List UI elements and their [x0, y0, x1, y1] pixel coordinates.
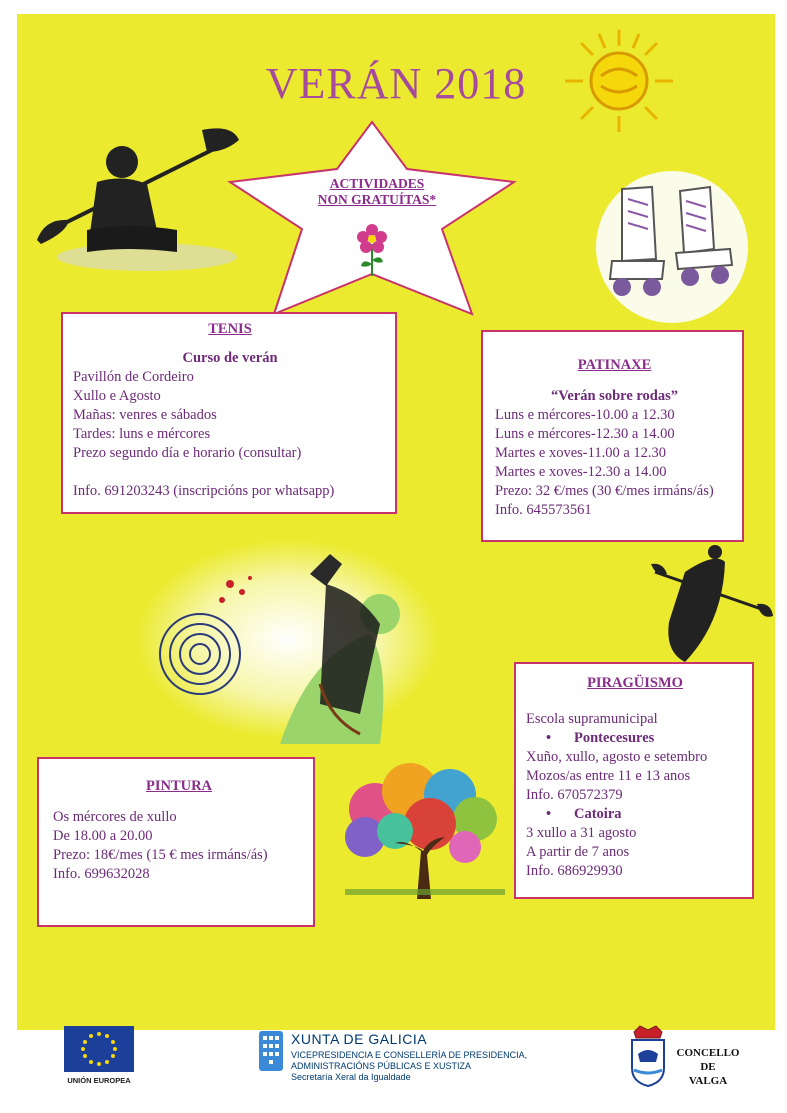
- star-label: [277, 176, 477, 208]
- valga-coat-of-arms-icon: [628, 1024, 668, 1088]
- patinaxe-line: Prezo: 32 €/mes (30 €/mes irmáns/ás): [495, 483, 714, 499]
- piraguismo-line: A partir de 7 anos: [526, 844, 630, 860]
- piraguismo-line: 3 xullo a 31 agosto: [526, 825, 637, 841]
- xunta-department-line-1: VICEPRESIDENCIA E CONSELLERÍA DE PRESIDENCIA,: [291, 1050, 528, 1060]
- roller-skates-icon: [592, 169, 752, 324]
- tenis-line: Xullo e Agosto: [73, 388, 161, 404]
- tree-icon: [325, 759, 520, 899]
- xunta-emblem-icon: [258, 1030, 284, 1072]
- patinaxe-line: Luns e mércores-10.00 a 12.30: [495, 407, 675, 423]
- piraguismo-line: Mozos/as entre 11 e 13 anos: [526, 768, 691, 784]
- pintura-line: Prezo: 18€/mes (15 € mes irmáns/ás): [53, 847, 268, 863]
- tenis-line: Tardes: luns e mércores: [73, 426, 211, 442]
- piraguismo-line: Info. 686929930: [526, 863, 623, 879]
- patinaxe-subtitle: “Verán sobre rodas”: [550, 388, 679, 404]
- pintura-line: Info. 699632028: [53, 866, 150, 882]
- xunta-department-line-2: ADMINISTRACIÓNS PÚBLICAS E XUSTIZA: [291, 1061, 472, 1071]
- tenis-subtitle: Curso de verán: [182, 350, 278, 366]
- tenis-line: Prezo segundo día e horario (consultar): [73, 445, 302, 461]
- pintura-heading: PINTURA: [145, 778, 213, 794]
- tenis-line: Mañas: venres e sábados: [73, 407, 217, 423]
- sun-icon: [557, 26, 682, 136]
- tenis-line: Pavillón de Cordeiro: [73, 369, 194, 385]
- star-line-1: ACTIVIDADES: [329, 176, 425, 191]
- tenis-info: Info. 691203243 (inscripcións por whatsapp): [73, 483, 335, 499]
- tennis-player-icon: [130, 534, 442, 750]
- pintura-line: De 18.00 a 20.00: [53, 828, 153, 844]
- piraguismo-intro: Escola supramunicipal: [526, 711, 658, 727]
- tenis-heading: TENIS: [208, 321, 252, 337]
- piraguismo-line: Xuño, xullo, agosto e setembro: [526, 749, 708, 765]
- pintura-line: Os mércores de xullo: [53, 809, 177, 825]
- patinaxe-line: Luns e mércores-12.30 a 14.00: [495, 426, 675, 442]
- piraguismo-heading: PIRAGÜISMO: [587, 675, 683, 691]
- concello-line-2: DE: [700, 1061, 716, 1073]
- kayaker-icon: [27, 122, 242, 277]
- star-shape: [222, 114, 522, 324]
- star-line-2: NON GRATUÍTAS*: [317, 192, 437, 207]
- poster: [17, 14, 775, 1030]
- patinaxe-line: Martes e xoves-12.30 a 14.00: [495, 464, 667, 480]
- eu-label: UNIÓN EUROPEA: [67, 1076, 131, 1085]
- patinaxe-heading: PATINAXE: [577, 357, 652, 373]
- flower-icon: [355, 222, 389, 278]
- canoe-icon: [645, 542, 775, 672]
- tenis-box: [61, 312, 397, 514]
- xunta-name: XUNTA DE GALICIA: [291, 1031, 428, 1047]
- piraguismo-location: • Pontecesures: [526, 729, 744, 748]
- page-title: VERÁN 2018: [265, 59, 527, 108]
- patinaxe-line: Martes e xoves-11.00 a 12.30: [495, 445, 667, 461]
- piraguismo-box: [514, 662, 754, 899]
- eu-flag-icon: [64, 1026, 134, 1072]
- pintura-box: [37, 757, 315, 927]
- piraguismo-line: Info. 670572379: [526, 787, 623, 803]
- concello-line-1: CONCELLO: [676, 1047, 740, 1059]
- patinaxe-line: Info. 645573561: [495, 502, 592, 518]
- concello-line-3: VALGA: [688, 1075, 728, 1087]
- concello-label: [668, 1046, 748, 1088]
- patinaxe-box: [481, 330, 744, 542]
- piraguismo-location: • Catoira: [526, 805, 744, 824]
- xunta-department-line-3: Secretaría Xeral da Igualdade: [291, 1072, 411, 1082]
